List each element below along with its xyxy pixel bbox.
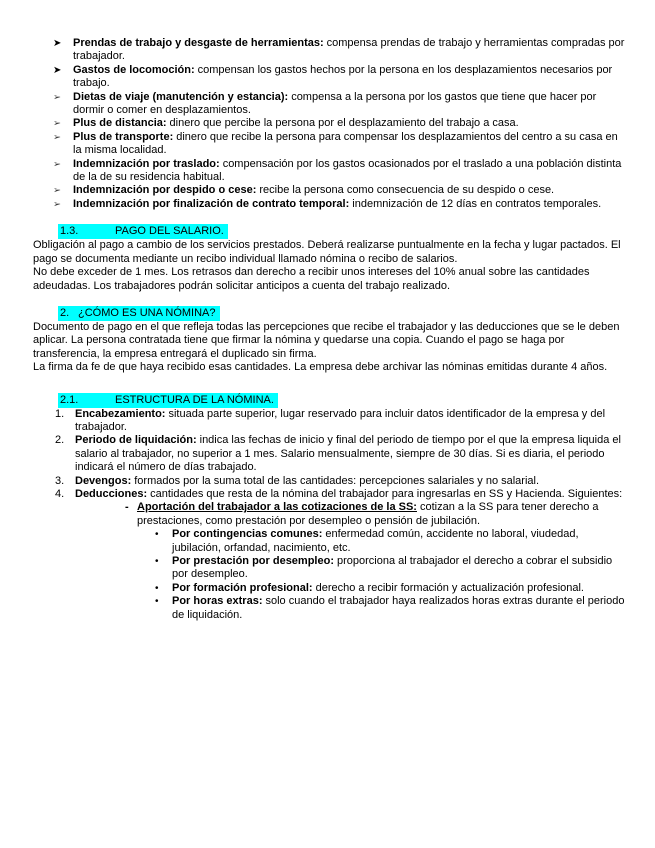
contributions-sub-list [33,528,625,622]
item-text: proporciona al trabajador el derecho a cobrar el subsidio por desempleo. [172,555,613,581]
item-text: solo cuando el trabajador haya realizados horas extras durante el periodo de liquidación. [172,595,625,621]
item-term: Por horas extras: [172,595,263,608]
list-item [33,198,625,211]
numbered-item [33,434,625,474]
item-number: 3. [55,474,65,487]
item-number: 4. [55,487,65,500]
item-text: derecho a recibir formación y actualización profesional. [315,581,584,594]
list-item [33,37,625,64]
arrow-bullet-icon: ➢ [53,118,61,130]
paragraph: Obligación al pago a cambio de los servicios prestados. Deberá realizarse puntualmente en la fecha y lugar pactados. El pago se documenta mediante un recibo individual llamado nómina o recibo de salarios. [33,239,621,265]
item-term: Dietas de viaje (manutención y estancia): [73,90,289,103]
item-term: Periodo de liquidación: [75,434,197,447]
bullet-item [33,595,625,622]
item-term: Plus de distancia: [73,117,167,130]
item-text: dinero que percibe la persona por el desplazamiento del trabajo a casa. [169,117,519,130]
list-item [33,64,625,91]
heading-title: ESTRUCTURA DE LA NÓMINA. [115,393,274,406]
item-text: indica las fechas de inicio y final del periodo de tiempo por el que la empresa liquida el salario al trabajador, no superior a 1 mes. Salario mensualmente, siempre de 30 días. Si es diaria, el periodo indicará el número de días trabajado. [75,434,621,474]
item-term: Por prestación por desempleo: [172,555,334,567]
arrow-bullet-icon: ➤ [53,38,62,49]
paragraph: No debe exceder de 1 mes. Los retrasos dan derecho a recibir unos intereses del 10% anual sobre las cantidades adeudadas. Los trabajadores podrán solicitar anticipos a cuenta del trabajo realizado. [33,266,590,292]
item-term: Aportación del trabajador a las cotizaciones de la SS: [137,501,417,514]
highlighted-heading [58,393,278,408]
heading-number: 2. [60,306,70,319]
arrow-bullet-icon: ➢ [53,185,61,197]
bullet-item [33,555,625,582]
section-heading-pago-del-salario [33,224,625,239]
item-text: compensa prendas de trabajo y herramientas compradas por trabajador. [73,37,625,63]
list-item [33,91,625,118]
salary-supplements-list [33,37,625,211]
arrow-bullet-icon: ➢ [53,198,61,210]
item-text: recibe la persona como consecuencia de su despido o cese. [259,184,555,197]
arrow-bullet-icon: ➢ [53,91,61,103]
numbered-item [33,408,625,435]
heading-number: 2.1. [60,393,79,406]
list-item [33,117,625,130]
item-term: Deducciones: [75,487,148,500]
dash-sub-item [33,501,625,528]
section-heading-como-es-una-nomina [33,306,625,321]
item-text: situada parte superior, lugar reservado para incluir datos identificador de la empresa y del trabajador. [75,407,606,433]
item-term: Por formación profesional: [172,581,313,594]
heading-number: 1.3. [60,225,79,238]
item-term: Por contingencias comunes: [172,528,323,541]
dot-bullet-icon: • [155,556,159,567]
item-term: Plus de transporte: [73,130,174,143]
heading-title: ¿CÓMO ES UNA NÓMINA? [78,306,216,319]
item-number: 1. [55,407,65,420]
list-item [33,184,625,197]
item-text: formados por la suma total de las cantidades: percepciones salariales y no salarial. [134,474,540,487]
item-text: compensan los gastos hechos por la persona en los desplazamientos necesarios por trabajo. [73,63,613,90]
item-term: Devengos: [75,474,132,487]
paragraph: La firma da fe de que haya recibido esas cantidades. La empresa debe archivar las nóminas emitidas durante 4 años. [33,361,608,374]
item-term: Indemnización por finalización de contrato temporal: [73,197,350,210]
item-term: Indemnización por traslado: [73,157,220,170]
heading-title: PAGO DEL SALARIO. [115,225,224,238]
list-item [33,131,625,158]
item-term: Indemnización por despido o cese: [73,184,257,197]
item-text: indemnización de 12 días en contratos temporales. [352,197,602,210]
highlighted-heading [58,306,220,321]
item-text: compensación por los gastos ocasionados por el traslado a una población distinta de la de su residencia habitual. [73,157,622,184]
bullet-item [33,528,625,555]
arrow-bullet-icon: ➢ [53,158,61,170]
list-item [33,158,625,185]
payroll-structure-list [33,408,625,502]
arrow-bullet-icon: ➢ [53,131,61,143]
highlighted-heading [58,224,228,239]
item-number: 2. [55,434,65,447]
dot-bullet-icon: • [155,582,159,594]
item-text: dinero que recibe la persona para compensar los desplazamientos del centro a su casa en la misma localidad. [73,130,618,157]
item-text: cantidades que resta de la nómina del trabajador para ingresarlas en SS y Hacienda. Siguientes: [150,487,623,500]
numbered-item [33,475,625,488]
item-text: enfermedad común, accidente no laboral, viudedad, jubilación, orfandad, nacimiento, etc. [172,528,579,554]
item-text: cotizan a la SS para tener derecho a prestaciones, como prestación por desempleo o pensión de jubilación. [137,501,599,527]
dot-bullet-icon: • [155,529,159,541]
item-text: compensa a la persona por los gastos que tiene que hacer por dormir o comer en desplazamientos. [73,90,597,117]
dot-bullet-icon: • [155,596,159,608]
dash-bullet-icon: - [125,501,129,514]
arrow-bullet-icon: ➤ [53,64,62,76]
item-term: Gastos de locomoción: [73,63,195,76]
item-term: Encabezamiento: [75,407,166,420]
paragraph: Documento de pago en el que refleja todas las percepciones que recibe el trabajador y las deducciones que se le deben aplicar. La persona contratada tiene que firmar la nómina y quedarse una copia. Cuando el pago se haga por transferencia, la empresa entregará el duplicado sin firma. [33,320,620,360]
item-term: Prendas de trabajo y desgaste de herramientas: [73,37,324,49]
section-heading-estructura-nomina [33,393,625,408]
bullet-item [33,582,625,595]
numbered-item [33,488,625,501]
